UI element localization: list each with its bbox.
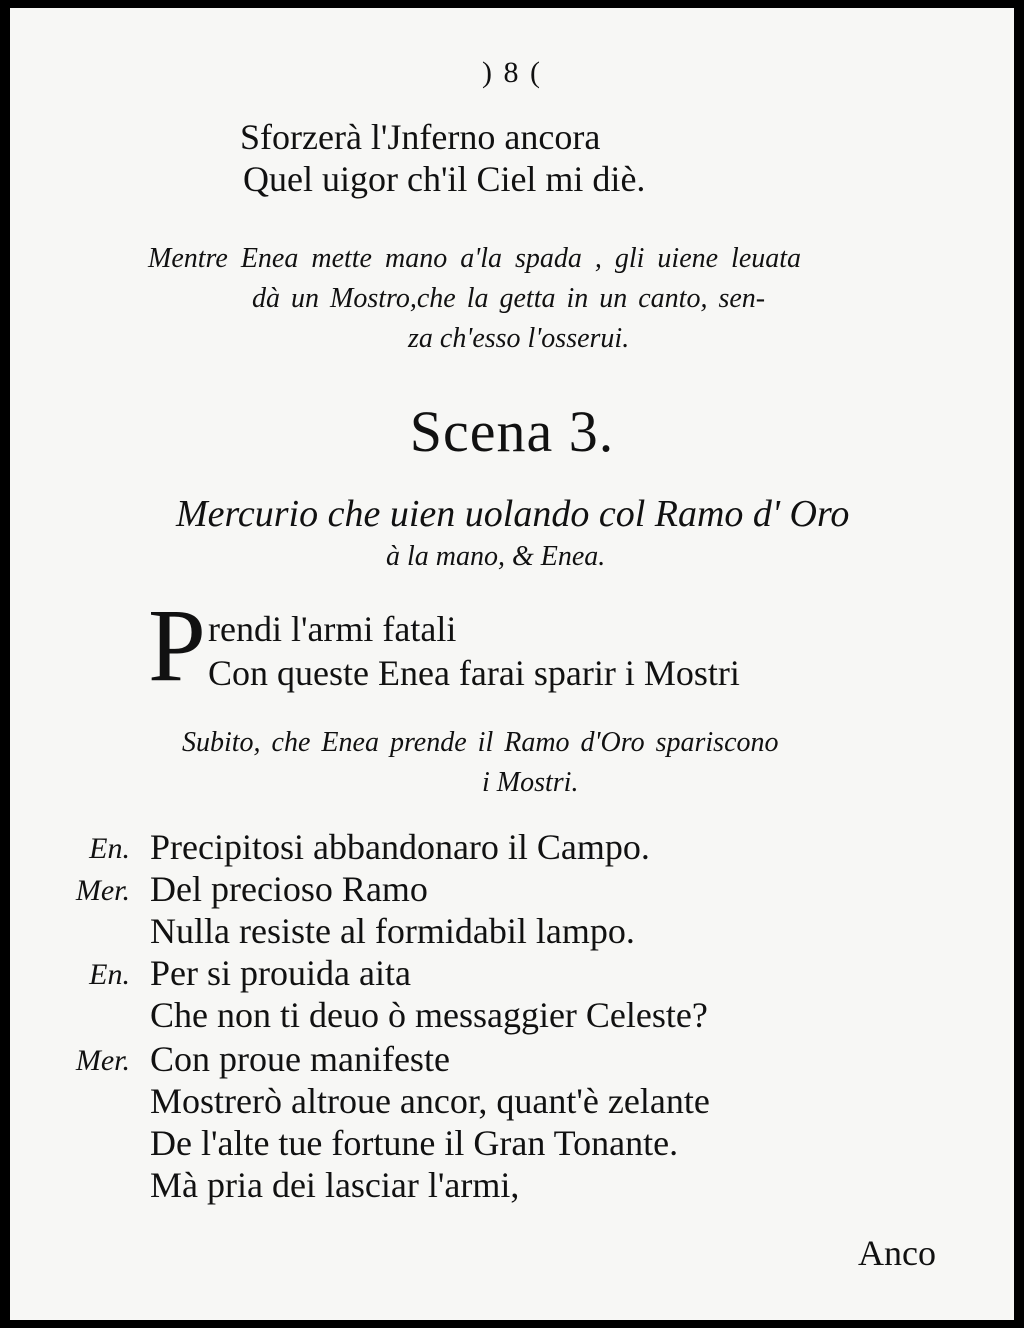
verse-line: Quel uigor ch'il Ciel mi diè. <box>243 159 646 199</box>
verse-line: rendi l'armi fatali <box>208 609 457 649</box>
stage-direction-line: dà un Mostro,che la getta in un canto, sen- <box>252 283 766 314</box>
dialogue-line: Precipitosi abbandonaro il Campo. <box>150 827 650 867</box>
stage-direction-line: Subito, che Enea prende il Ramo d'Oro spariscono <box>182 727 779 758</box>
dialogue-line: Mà pria dei lasciar l'armi, <box>150 1165 520 1205</box>
book-page <box>10 8 1014 1320</box>
dialogue-line: Con proue manifeste <box>150 1039 450 1079</box>
speaker-label: Mer. <box>75 874 130 907</box>
scene-title: Scena 3. <box>409 399 615 464</box>
dialogue-line: Che non ti deuo ò messaggier Celeste? <box>150 995 708 1035</box>
verse-line: Con queste Enea farai sparir i Mostri <box>208 653 740 693</box>
character-list-line: Mercurio che uien uolando col Ramo d' Oro <box>176 493 850 535</box>
catchword: Anco <box>858 1233 936 1273</box>
stage-direction-line: Mentre Enea mette mano a'la spada , gli uiene leuata <box>148 243 802 274</box>
dialogue-line: Mostrerò altroue ancor, quant'è zelante <box>150 1081 710 1121</box>
dialogue-line: Nulla resiste al formidabil lampo. <box>150 911 635 951</box>
drop-cap: P <box>148 588 206 703</box>
character-list-line: à la mano, & Enea. <box>386 541 606 572</box>
dialogue-line: De l'alte tue fortune il Gran Tonante. <box>150 1123 679 1163</box>
stage-direction-line: i Mostri. <box>482 767 579 798</box>
dialogue-line: Del precioso Ramo <box>150 869 428 909</box>
dialogue-line: Per si prouida aita <box>150 953 411 993</box>
page-number: ) 8 ( <box>482 56 542 89</box>
stage-direction-line: za ch'esso l'osserui. <box>408 323 630 354</box>
speaker-label: En. <box>89 832 130 865</box>
verse-line: Sforzerà l'Jnferno ancora <box>240 117 601 157</box>
speaker-label: Mer. <box>75 1044 130 1077</box>
speaker-label: En. <box>89 958 130 991</box>
